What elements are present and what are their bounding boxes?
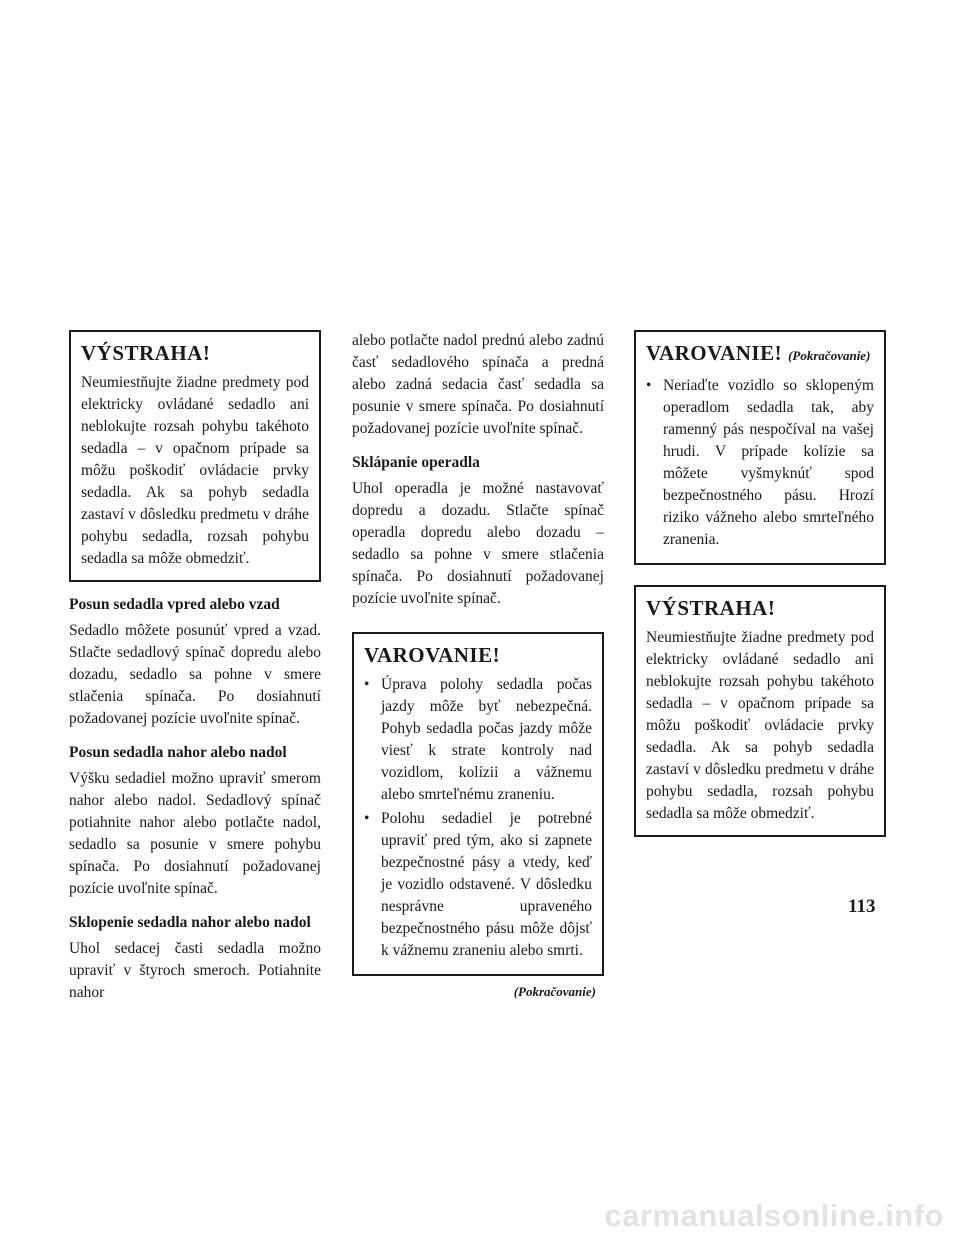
caution-box [634, 330, 886, 565]
list-item [646, 375, 874, 551]
caution-title-text: VAROVANIE! [646, 341, 783, 365]
bullet-icon: • [364, 810, 370, 827]
continued-label: (Pokračovanie) [513, 984, 596, 999]
list-item [364, 808, 592, 962]
continued-label: (Pokračovanie) [788, 348, 871, 363]
watermark: carmanualsonline.info [604, 1198, 944, 1233]
column-3 [634, 330, 886, 837]
warning-box [69, 330, 321, 582]
list-item-text: Neriaďte vozidlo so sklopeným operadlom sedadla tak, aby ramenný pás nespočíval na vašej hrudi. V prípade kolízie sa môžete vyšmyknúť spod bezpečnostného pásu. Hrozí riziko vážneho alebo smrteľného zranenia. [663, 377, 874, 548]
warning-box [634, 585, 886, 837]
list-item [364, 674, 592, 806]
list-item-text: Polohu sedadiel je potrebné upraviť pred tým, ako si zapnete bezpečnostné pásy a vtedy, keď je vozidlo odstavené. V dôsledku nesprávne upraveného bezpečnostného pásu môže dôjsť k vážnemu zraneniu alebo smrti. [381, 810, 592, 959]
section-text: Sedadlo môžete posunúť vpred a vzad. Stlačte sedadlový spínač dopredu alebo dozadu, sedadlo sa pohne v smere stlačenia spínača. Po dosiahnutí požadovanej pozície uvoľnite spínač. [69, 622, 321, 727]
section-heading: Posun sedadla nahor alebo nadol [69, 744, 287, 761]
continuation-text: alebo potlačte nadol prednú alebo zadnú časť sedadlového spínača a predná alebo zadná sedacia časť sedadla sa posunie v smere spínača. Po dosiahnutí požadovanej pozície uvoľnite spínač. [352, 332, 604, 437]
section-heading: Posun sedadla vpred alebo vzad [69, 596, 280, 613]
section-text: Výšku sedadiel možno upraviť smerom nahor alebo nadol. Sedadlový spínač potiahnite nahor alebo potlačte nadol, sedadlo sa posunie v smere pohybu spínača. Po dosiahnutí požadovanej pozície uvoľnite spínač. [69, 770, 321, 897]
warning-text: Neumiestňujte žiadne predmety pod elektricky ovládané sedadlo ani neblokujte rozsah pohybu takéhoto sedadla – v opačnom prípade sa môžu poškodiť ovládacie prvky sedadla. Ak sa pohyb sedadla zastaví v dôsledku predmetu v dráhe pohybu sedadla, rozsah pohybu sedadla sa môže obmedziť. [81, 374, 309, 567]
warning-title: VÝSTRAHA! [646, 596, 776, 620]
warning-title: VÝSTRAHA! [81, 341, 211, 365]
page-number: 113 [848, 896, 876, 917]
caution-title: VAROVANIE! [364, 643, 501, 667]
list-item-text: Úprava polohy sedadla počas jazdy môže byť nebezpečná. Pohyb sedadla počas jazdy môže viesť k strate kontroly nad vozidlom, kolízii a vážnemu alebo smrteľnému zraneniu. [381, 676, 592, 803]
warning-text: Neumiestňujte žiadne predmety pod elektricky ovládané sedadlo ani neblokujte rozsah pohybu takéhoto sedadla – v opačnom prípade sa môžu poškodiť ovládacie prvky sedadla. Ak sa pohyb sedadla zastaví v dôsledku predmetu v dráhe pohybu sedadla, rozsah pohybu sedadla sa môže obmedziť. [646, 629, 874, 822]
caution-title [646, 340, 874, 369]
caution-list [364, 674, 592, 962]
section-text: Uhol sedacej časti sedadla možno upraviť v štyroch smeroch. Potiahnite nahor [69, 940, 321, 1001]
column-2 [352, 330, 604, 1000]
bullet-icon: • [364, 676, 370, 693]
section-heading: Sklopenie sedadla nahor alebo nadol [69, 914, 311, 931]
section-heading: Sklápanie operadla [352, 454, 480, 471]
caution-box [352, 632, 604, 976]
column-1 [69, 330, 321, 1004]
bullet-icon: • [646, 377, 652, 394]
caution-list [646, 375, 874, 551]
section-text: Uhol operadla je možné nastavovať dopredu a dozadu. Stlačte spínač operadla dopredu alebo dozadu – sedadlo sa pohne v smere stlačenia spínača. Po dosiahnutí požadovanej pozície uvoľnite spínač. [352, 480, 604, 607]
